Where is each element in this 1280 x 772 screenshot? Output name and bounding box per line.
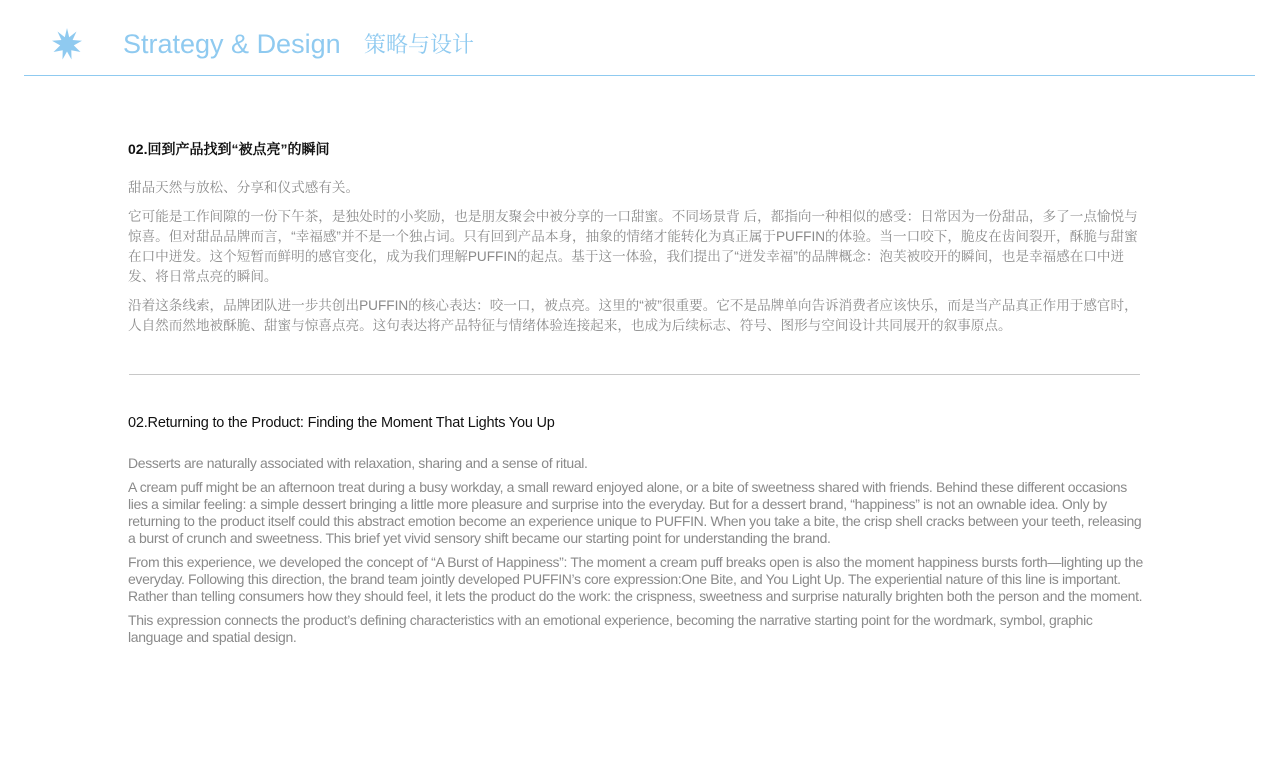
- section-heading-cn: 02.回到产品找到“被点亮”的瞬间: [128, 141, 330, 157]
- page-title: Strategy & Design: [123, 29, 341, 59]
- paragraph-cn-2: 它可能是工作间隙的一份下午茶，是独处时的小奖励，也是朋友聚会中被分享的一口甜蜜。不同场景背 后，都指向一种相似的感受：日常因为一份甜品，多了一点愉悦与惊喜。但对甜品品牌而言，“幸福感”并不是一个独占词。只有回到产品本身，抽象的情绪才能转化为真正属于PUFFIN的体验。当一口咬下，脆皮在齿间裂开，酥脆与甜蜜在口中迸发。这个短暂而鲜明的感官变化，成为我们理解PUFFIN的起点。基于这一体验，我们提出了“迸发幸福”的品牌概念：泡芙被咬开的瞬间，也是幸福感在口中迸发、将日常点亮的瞬间。: [128, 209, 1138, 284]
- section-english: [128, 413, 1144, 653]
- paragraph-cn-1: 甜品天然与放松、分享和仪式感有关。: [128, 180, 360, 195]
- section-chinese: [128, 139, 1144, 345]
- paragraph-en-2: A cream puff might be an afternoon treat during a busy workday, a small reward enjoyed alone, or a bite of sweetness shared with friends. Behind these different occasions lies a similar feeling: a simple dessert bringing a little more pleasure and surprise into the everyday. But for a dessert brand, “happiness” is not an ownable idea. Only by returning to the product itself could this abstract emotion become an experience unique to PUFFIN. When you take a bite, the crisp shell cracks between your teeth, releasing a burst of crunch and sweetness. This brief yet vivid sensory shift became our starting point for understanding the brand.: [128, 479, 1142, 546]
- paragraph-cn-3: 沿着这条线索，品牌团队进一步共创出PUFFIN的核心表达：咬一口，被点亮。这里的“被”很重要。它不是品牌单向告诉消费者应该快乐，而是当产品真正作用于感官时，人自然而然地被酥脆、甜蜜与惊喜点亮。这句表达将产品特征与情绪体验连接起来，也成为后续标志、符号、图形与空间设计共同展开的叙事原点。: [128, 298, 1138, 333]
- paragraph-en-1: Desserts are naturally associated with relaxation, sharing and a sense of ritual.: [128, 455, 588, 471]
- paragraph-en-4: This expression connects the product’s defining characteristics with an emotional experience, becoming the narrative starting point for the wordmark, symbol, graphic language and spatial design.: [128, 612, 1093, 645]
- section-divider: [129, 374, 1140, 375]
- star-burst-icon: [50, 27, 84, 61]
- header-divider: [24, 75, 1255, 76]
- paragraph-en-3: From this experience, we developed the concept of “A Burst of Happiness”: The moment a cream puff breaks open is also the moment happiness bursts forth—lighting up the everyday. Following this direction, the brand team jointly developed PUFFIN’s core expression:One Bite, and You Light Up. The experiential nature of this line is important. Rather than telling consumers how they should feel, it lets the product do the work: the crispness, sweetness and surprise naturally brighten both the person and the moment.: [128, 554, 1143, 604]
- page-header: [0, 0, 1280, 77]
- section-heading-en: 02.Returning to the Product: Finding the Moment That Lights You Up: [128, 415, 555, 431]
- page-title-cn: 策略与设计: [364, 32, 475, 57]
